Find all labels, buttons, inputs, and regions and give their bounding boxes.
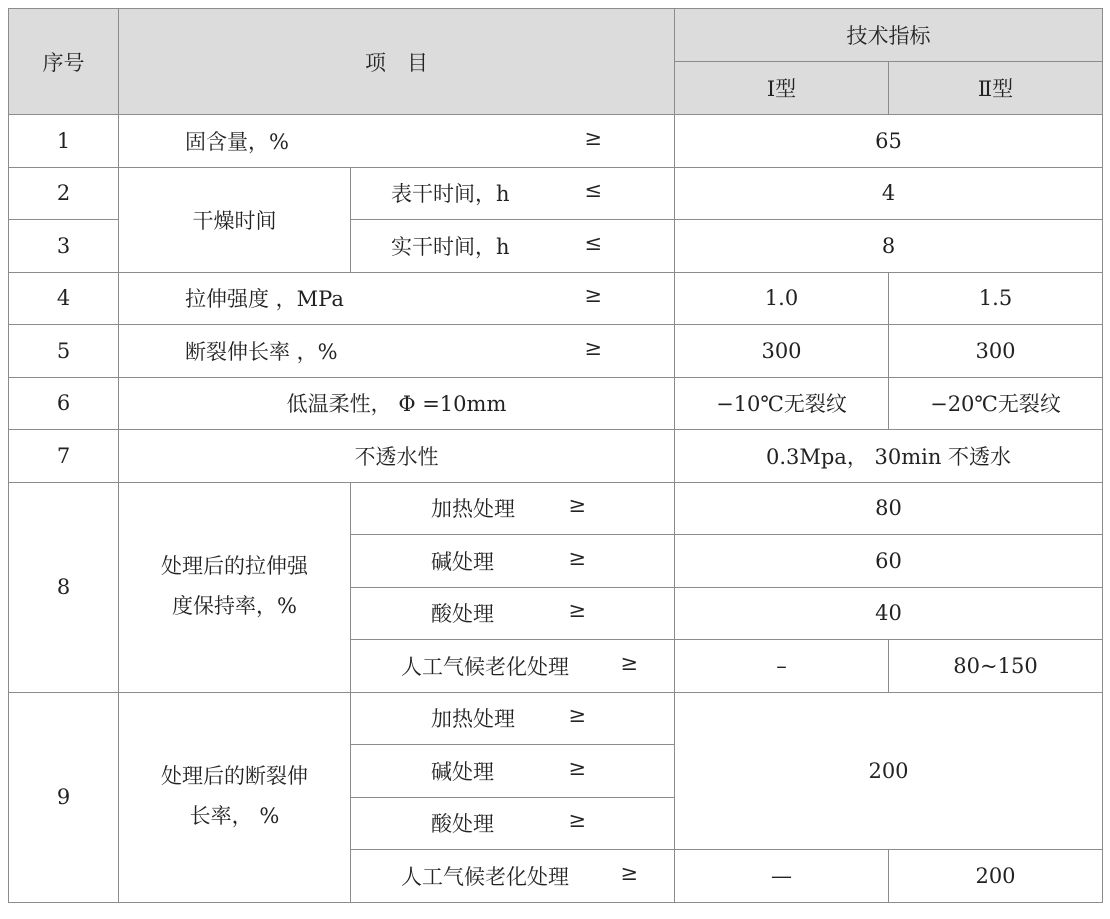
operator: ≥ — [620, 860, 638, 885]
header-no: 序号 — [9, 9, 119, 115]
header-item: 项 目 — [119, 9, 675, 115]
sub-item-label: 表干时间，h — [391, 182, 510, 207]
operator: ≥ — [620, 650, 638, 675]
sub-item-label: 人工气候老化处理 — [401, 654, 569, 679]
type2-value: 200 — [889, 850, 1103, 903]
value-cell: 40 — [675, 587, 1103, 640]
header-type-2: Ⅱ型 — [889, 62, 1103, 115]
group-label-line: 度保持率，% — [172, 594, 297, 618]
value-cell: 0.3Mpa， 30min 不透水 — [675, 430, 1103, 483]
group-label-line: 长率， % — [189, 804, 280, 828]
table-row — [9, 325, 1103, 378]
row-number: 5 — [9, 325, 119, 378]
sub-item-label: 加热处理 — [431, 497, 515, 522]
sub-item-cell — [351, 797, 675, 850]
type2-value: 300 — [889, 325, 1103, 378]
sub-item-cell — [351, 850, 675, 903]
table-row — [9, 115, 1103, 168]
operator: ≤ — [584, 230, 602, 255]
spec-table — [8, 8, 1103, 903]
sub-item-cell — [351, 167, 675, 220]
group-label: 干燥时间 — [119, 167, 351, 272]
group-label — [119, 692, 351, 902]
table-row — [9, 272, 1103, 325]
row-number: 7 — [9, 430, 119, 483]
sub-item-label: 加热处理 — [431, 707, 515, 732]
sub-item-label: 人工气候老化处理 — [401, 864, 569, 889]
type2-value: 1.5 — [889, 272, 1103, 325]
row-number: 3 — [9, 220, 119, 273]
sub-item-cell — [351, 535, 675, 588]
operator: ≥ — [568, 598, 586, 623]
operator: ≥ — [568, 808, 586, 833]
row-number: 4 — [9, 272, 119, 325]
table-row — [9, 482, 1103, 535]
item-label: 拉伸强度 ，MPa — [185, 287, 344, 312]
sub-item-cell — [351, 587, 675, 640]
type1-value: −10℃无裂纹 — [675, 377, 889, 430]
sub-item-label: 酸处理 — [431, 812, 494, 837]
item-cell — [119, 272, 675, 325]
item-label: 低温柔性， Φ =10mm — [119, 377, 675, 430]
value-cell: 65 — [675, 115, 1103, 168]
row-number: 8 — [9, 482, 119, 692]
type2-value: −20℃无裂纹 — [889, 377, 1103, 430]
header-spec: 技术指标 — [675, 9, 1103, 62]
table-row — [9, 377, 1103, 430]
value-cell: 60 — [675, 535, 1103, 588]
row-number: 1 — [9, 115, 119, 168]
group-label — [119, 482, 351, 692]
type1-value: – — [675, 640, 889, 693]
operator: ≥ — [568, 545, 586, 570]
item-label: 不透水性 — [119, 430, 675, 483]
operator: ≥ — [568, 755, 586, 780]
operator: ≥ — [584, 125, 602, 150]
sub-item-label: 碱处理 — [431, 549, 494, 574]
item-label: 断裂伸长率 ，% — [185, 339, 338, 364]
group-label-line: 处理后的断裂伸 — [161, 764, 308, 789]
group-label-line: 处理后的拉伸强 — [161, 554, 308, 579]
row-number: 9 — [9, 692, 119, 902]
operator: ≥ — [568, 493, 586, 518]
table-row — [9, 167, 1103, 220]
sub-item-cell — [351, 640, 675, 693]
type1-value: 1.0 — [675, 272, 889, 325]
operator: ≥ — [584, 335, 602, 360]
item-label: 固含量，% — [185, 129, 289, 154]
value-cell: 8 — [675, 220, 1103, 273]
sub-item-cell — [351, 482, 675, 535]
sub-item-label: 酸处理 — [431, 602, 494, 627]
value-cell: 200 — [675, 692, 1103, 850]
operator: ≥ — [568, 703, 586, 728]
value-cell: 4 — [675, 167, 1103, 220]
type2-value: 80~150 — [889, 640, 1103, 693]
header-type-1: Ⅰ型 — [675, 62, 889, 115]
item-cell — [119, 325, 675, 378]
operator: ≤ — [584, 178, 602, 203]
operator: ≥ — [584, 283, 602, 308]
type1-value: 300 — [675, 325, 889, 378]
sub-item-cell — [351, 745, 675, 798]
item-cell — [119, 115, 675, 168]
table-row — [9, 692, 1103, 745]
sub-item-cell — [351, 692, 675, 745]
type1-value: — — [675, 850, 889, 903]
table-row — [9, 430, 1103, 483]
value-cell: 80 — [675, 482, 1103, 535]
sub-item-label: 碱处理 — [431, 759, 494, 784]
sub-item-cell — [351, 220, 675, 273]
row-number: 6 — [9, 377, 119, 430]
sub-item-label: 实干时间，h — [391, 234, 510, 259]
row-number: 2 — [9, 167, 119, 220]
